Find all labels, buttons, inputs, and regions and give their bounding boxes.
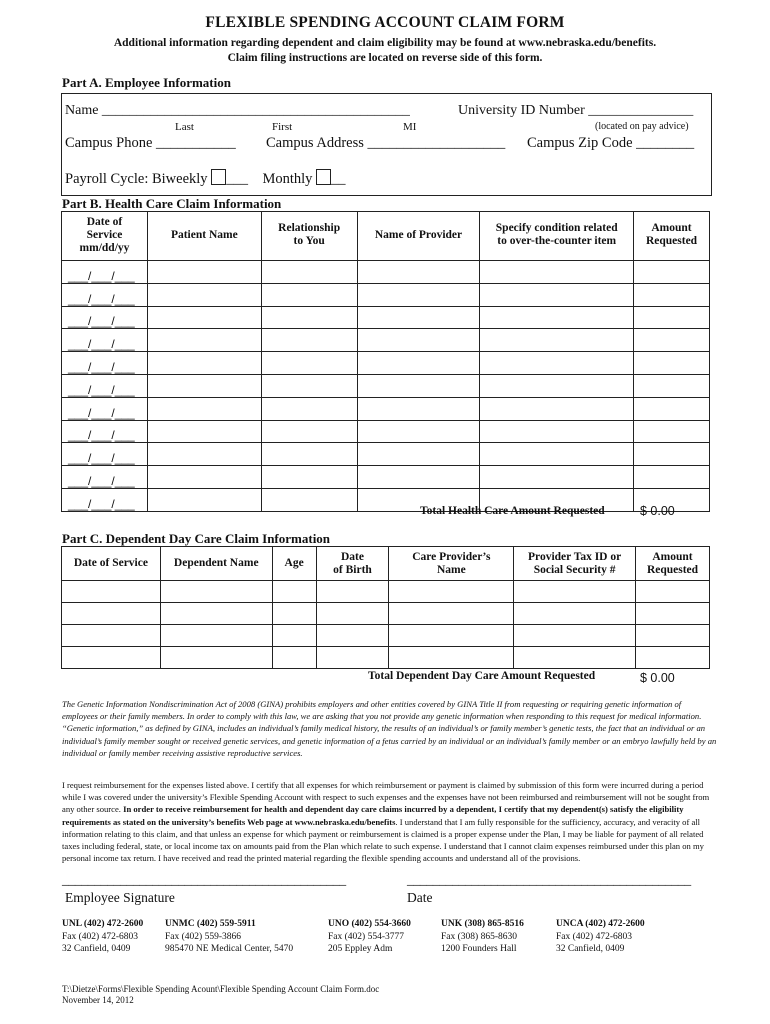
health-claim-cell[interactable] xyxy=(634,420,710,443)
service-date-cell[interactable]: ___/___/___ xyxy=(62,283,148,306)
contact-unk-fax: Fax (308) 865-8630 xyxy=(441,931,517,942)
dependent-care-claim-table xyxy=(61,546,710,669)
biweekly-line: ___ xyxy=(226,171,248,187)
health-claim-cell[interactable] xyxy=(357,352,480,375)
service-date-cell[interactable]: ___/___/___ xyxy=(62,306,148,329)
service-date-cell[interactable]: ___/___/___ xyxy=(62,374,148,397)
health-claim-cell[interactable] xyxy=(147,283,261,306)
dependent-total-value[interactable]: $ 0.00 xyxy=(640,671,675,685)
health-claim-cell[interactable] xyxy=(147,329,261,352)
service-date-cell[interactable]: ___/___/___ xyxy=(62,329,148,352)
health-claim-cell[interactable] xyxy=(261,352,357,375)
dependent-claim-row xyxy=(62,581,710,603)
campus-address-field[interactable]: Campus Address ___________________ xyxy=(266,135,506,151)
name-first-caption: First xyxy=(272,121,293,133)
health-claim-cell[interactable] xyxy=(634,352,710,375)
university-id-field[interactable]: University ID Number _______________ xyxy=(458,103,694,118)
dependent-claim-cell[interactable] xyxy=(62,603,161,625)
health-care-claim-table xyxy=(61,211,710,512)
certification-part1: I request reimbursement for the expenses listed above. I certify that all expenses for which reimbursement or payment is claimed by submission of this form were incurred during a period while I was covered under the university’s Flexible Spending Account with respect to such expenses and the expenses have not been reimbursed and reimbursement will not be sought from any other source. xyxy=(62,780,710,815)
health-claim-cell[interactable] xyxy=(357,261,480,284)
health-claim-cell[interactable] xyxy=(147,488,261,511)
contact-unca xyxy=(556,918,645,956)
health-claim-cell[interactable] xyxy=(261,397,357,420)
service-date-cell[interactable]: ___/___/___ xyxy=(62,443,148,466)
health-claim-cell[interactable] xyxy=(147,352,261,375)
dependent-col-header-age: Age xyxy=(272,547,316,581)
dependent-claim-cell[interactable] xyxy=(514,647,636,669)
contact-unl-phone: UNL (402) 472-2600 xyxy=(62,919,144,929)
health-claim-cell[interactable] xyxy=(261,443,357,466)
health-claim-cell[interactable] xyxy=(261,329,357,352)
health-claim-cell[interactable] xyxy=(357,283,480,306)
health-claim-cell[interactable] xyxy=(357,420,480,443)
contact-unmc-fax: Fax (402) 559-3866 xyxy=(165,931,241,942)
monthly-checkbox[interactable] xyxy=(316,169,331,185)
contact-unca-address: 32 Canfield, 0409 xyxy=(556,944,625,954)
health-claim-cell[interactable] xyxy=(261,374,357,397)
dependent-col-header-provider-tax-id-or: Provider Tax ID or Social Security # xyxy=(514,547,636,581)
signature-label: Employee Signature xyxy=(65,890,175,905)
contact-unmc-address: 985470 NE Medical Center, 5470 xyxy=(165,944,294,954)
name-last-caption: Last xyxy=(175,121,194,133)
health-claim-row xyxy=(62,420,710,443)
health-claim-cell[interactable] xyxy=(480,466,634,489)
health-claim-cell[interactable] xyxy=(480,397,634,420)
health-col-header-specify-condition-related: Specify condition related to over-the-counter item xyxy=(480,212,634,261)
contact-unmc xyxy=(165,918,293,956)
health-claim-cell[interactable] xyxy=(480,329,634,352)
contact-unca-phone: UNCA (402) 472-2600 xyxy=(556,919,645,929)
dependent-claim-cell[interactable] xyxy=(389,603,514,625)
health-claim-cell[interactable] xyxy=(480,306,634,329)
health-claim-cell[interactable] xyxy=(261,466,357,489)
biweekly-checkbox[interactable] xyxy=(211,169,226,185)
footer xyxy=(62,984,379,1006)
health-claim-cell[interactable] xyxy=(634,283,710,306)
dependent-claim-row xyxy=(62,625,710,647)
payroll-cycle-label: Payroll Cycle: Biweekly xyxy=(65,171,208,187)
name-field[interactable]: Name ____________________________________________ xyxy=(65,103,410,118)
dependent-total-label: Total Dependent Day Care Amount Requested xyxy=(368,670,596,682)
monthly-line: __ xyxy=(331,171,346,187)
contact-unmc-phone: UNMC (402) 559-5911 xyxy=(165,919,256,929)
payroll-cycle-row xyxy=(65,169,346,188)
health-col-header-relationship: Relationship to You xyxy=(261,212,357,261)
health-claim-cell[interactable] xyxy=(147,374,261,397)
dependent-claim-cell[interactable] xyxy=(316,647,389,669)
health-col-header-date-of: Date of Service mm/dd/yy xyxy=(62,212,148,261)
health-claim-cell[interactable] xyxy=(634,329,710,352)
health-col-header-name-of-provider: Name of Provider xyxy=(357,212,480,261)
part-c-heading: Part C. Dependent Day Care Claim Information xyxy=(62,531,331,546)
health-claim-cell[interactable] xyxy=(357,397,480,420)
health-claim-cell[interactable] xyxy=(147,397,261,420)
dependent-col-header-date: Date of Birth xyxy=(316,547,389,581)
health-claim-row xyxy=(62,488,710,511)
health-claim-cell[interactable] xyxy=(480,420,634,443)
dependent-claim-cell[interactable] xyxy=(160,581,272,603)
health-claim-cell[interactable] xyxy=(634,374,710,397)
dependent-col-header-date-of-service: Date of Service xyxy=(62,547,161,581)
health-claim-row xyxy=(62,443,710,466)
dependent-claim-cell[interactable] xyxy=(636,647,710,669)
dependent-col-header-dependent-name: Dependent Name xyxy=(160,547,272,581)
health-claim-cell[interactable] xyxy=(480,443,634,466)
health-claim-row xyxy=(62,352,710,375)
service-date-cell[interactable]: ___/___/___ xyxy=(62,261,148,284)
form-subtitle-eligibility: Additional information regarding dependent and claim eligibility may be found at www.nebraska.edu/benefits. xyxy=(113,37,657,49)
health-claim-cell[interactable] xyxy=(357,329,480,352)
health-claim-cell[interactable] xyxy=(147,443,261,466)
service-date-cell[interactable]: ___/___/___ xyxy=(62,466,148,489)
university-id-note: (located on pay advice) xyxy=(595,121,689,132)
signature-line[interactable]: ____________________________________________ xyxy=(62,872,346,887)
contact-unca-fax: Fax (402) 472-6803 xyxy=(556,931,632,942)
dependent-claim-cell[interactable] xyxy=(389,647,514,669)
contact-uno xyxy=(328,918,411,956)
health-claim-row xyxy=(62,261,710,284)
health-claim-cell[interactable] xyxy=(147,420,261,443)
contact-unk xyxy=(441,918,524,956)
health-total-value[interactable]: $ 0.00 xyxy=(640,504,675,518)
health-claim-cell[interactable] xyxy=(480,374,634,397)
dependent-claim-cell[interactable] xyxy=(62,581,161,603)
contact-unk-phone: UNK (308) 865-8516 xyxy=(441,919,524,929)
dependent-claim-cell[interactable] xyxy=(62,647,161,669)
certification-bold: In order to receive reimbursement for health and dependent day care claims incurred by a dependent, I certify that my dependent(s) satisfy the eligibility requirements as stated on the university’s benefits Web page at www.nebraska.edu/benefits xyxy=(62,804,684,827)
dependent-claim-cell[interactable] xyxy=(389,625,514,647)
health-claim-row xyxy=(62,466,710,489)
dependent-claim-cell[interactable] xyxy=(272,647,316,669)
monthly-label: Monthly xyxy=(262,171,313,187)
health-total-label: Total Health Care Amount Requested xyxy=(420,505,605,517)
dependent-claim-cell[interactable] xyxy=(389,581,514,603)
dependent-col-header-amount: Amount Requested xyxy=(636,547,710,581)
health-claim-cell[interactable] xyxy=(261,306,357,329)
contact-unl-address: 32 Canfield, 0409 xyxy=(62,944,131,954)
health-col-header-patient-name: Patient Name xyxy=(147,212,261,261)
health-claim-cell[interactable] xyxy=(357,306,480,329)
health-claim-cell[interactable] xyxy=(634,261,710,284)
health-claim-cell[interactable] xyxy=(480,352,634,375)
part-a-heading: Part A. Employee Information xyxy=(62,75,231,90)
campus-phone-field[interactable]: Campus Phone ___________ xyxy=(65,135,236,151)
health-claim-cell[interactable] xyxy=(261,283,357,306)
gina-notice: The Genetic Information Nondiscrimination Act of 2008 (GINA) prohibits employers and other entities covered by GINA Title II from requesting or requiring genetic information of employees or their family members. In order to comply with this law, we are asking that you not provide any genetic information when responding to this request for medical information. “Genetic information,” as defined by GINA, includes an individual’s family medical history, the results of an individual’s or family member’s genetic tests, the fact that an individual or an individual’s family member sought or received genetic services, and genetic information of a fetus carried by an individual or an individual’s family member or an embryo lawfully held by an individual or family member receiving assistive reproductive services. xyxy=(62,699,717,758)
dependent-claim-cell[interactable] xyxy=(514,625,636,647)
date-line[interactable]: ____________________________________________ xyxy=(407,872,691,887)
service-date-cell[interactable]: ___/___/___ xyxy=(62,488,148,511)
dependent-claim-cell[interactable] xyxy=(636,603,710,625)
health-claim-cell[interactable] xyxy=(357,443,480,466)
service-date-cell[interactable]: ___/___/___ xyxy=(62,397,148,420)
contact-unl xyxy=(62,918,143,956)
health-claim-cell[interactable] xyxy=(261,488,357,511)
form-subtitle-instructions: Claim filing instructions are located on reverse side of this form. xyxy=(227,52,543,64)
health-claim-cell[interactable] xyxy=(357,374,480,397)
health-claim-row xyxy=(62,306,710,329)
contact-uno-phone: UNO (402) 554-3660 xyxy=(328,919,411,929)
service-date-cell[interactable]: ___/___/___ xyxy=(62,420,148,443)
part-b-heading: Part B. Health Care Claim Information xyxy=(62,196,282,211)
dependent-claim-cell[interactable] xyxy=(636,625,710,647)
health-claim-cell[interactable] xyxy=(634,466,710,489)
date-label: Date xyxy=(407,890,433,905)
dependent-claim-cell[interactable] xyxy=(316,625,389,647)
dependent-claim-cell[interactable] xyxy=(160,603,272,625)
dependent-claim-cell[interactable] xyxy=(514,581,636,603)
dependent-claim-cell[interactable] xyxy=(514,603,636,625)
contact-uno-address: 205 Eppley Adm xyxy=(328,944,393,954)
footer-file-path: T:\Dietze\Forms\Flexible Spending Acount\Flexible Spending Account Claim Form.doc xyxy=(62,984,380,994)
health-claim-row xyxy=(62,374,710,397)
service-date-cell[interactable]: ___/___/___ xyxy=(62,352,148,375)
dependent-claim-row xyxy=(62,647,710,669)
health-claim-cell[interactable] xyxy=(634,306,710,329)
health-claim-cell[interactable] xyxy=(147,261,261,284)
health-claim-cell[interactable] xyxy=(634,397,710,420)
dependent-claim-cell[interactable] xyxy=(62,625,161,647)
dependent-claim-cell[interactable] xyxy=(160,647,272,669)
health-claim-cell[interactable] xyxy=(147,466,261,489)
health-claim-cell[interactable] xyxy=(634,443,710,466)
campus-zip-field[interactable]: Campus Zip Code ________ xyxy=(527,135,695,151)
form-title: FLEXIBLE SPENDING ACCOUNT CLAIM FORM xyxy=(205,14,565,31)
footer-date: November 14, 2012 xyxy=(62,995,134,1005)
health-claim-cell[interactable] xyxy=(480,261,634,284)
name-mi-caption: MI xyxy=(403,121,417,133)
health-col-header-amount: Amount Requested xyxy=(634,212,710,261)
dependent-claim-cell[interactable] xyxy=(160,625,272,647)
contact-unl-fax: Fax (402) 472-6803 xyxy=(62,931,138,942)
dependent-claim-cell[interactable] xyxy=(272,581,316,603)
health-claim-row xyxy=(62,283,710,306)
dependent-claim-cell[interactable] xyxy=(272,625,316,647)
certification-part2: . I understand that I am fully responsible for the sufficiency, accuracy, and veracity of all information relating to this claim, and that unless an expense for which payment or reimbursement is claimed is a proper expense under the Plan, I may be liable for payment of all related taxes including federal, state, or local income tax on amounts paid from the Plan which relate to such expense. I understand that I cannot claim expenses reimbursed under this plan on my personal income tax return. I have received and read the printed material regarding the flexible spending accounts and understand all of the provisions. xyxy=(62,816,704,864)
certification-text xyxy=(62,779,718,864)
health-claim-cell[interactable] xyxy=(261,420,357,443)
contact-uno-fax: Fax (402) 554-3777 xyxy=(328,931,404,942)
dependent-claim-cell[interactable] xyxy=(636,581,710,603)
dependent-claim-row xyxy=(62,603,710,625)
dependent-col-header-care-provider-s: Care Provider’s Name xyxy=(389,547,514,581)
health-claim-cell[interactable] xyxy=(261,261,357,284)
health-claim-row xyxy=(62,329,710,352)
health-claim-cell[interactable] xyxy=(480,283,634,306)
dependent-claim-cell[interactable] xyxy=(316,581,389,603)
dependent-claim-cell[interactable] xyxy=(272,603,316,625)
dependent-claim-cell[interactable] xyxy=(316,603,389,625)
health-claim-cell[interactable] xyxy=(357,466,480,489)
health-claim-cell[interactable] xyxy=(147,306,261,329)
health-claim-row xyxy=(62,397,710,420)
contact-unk-address: 1200 Founders Hall xyxy=(441,944,517,954)
